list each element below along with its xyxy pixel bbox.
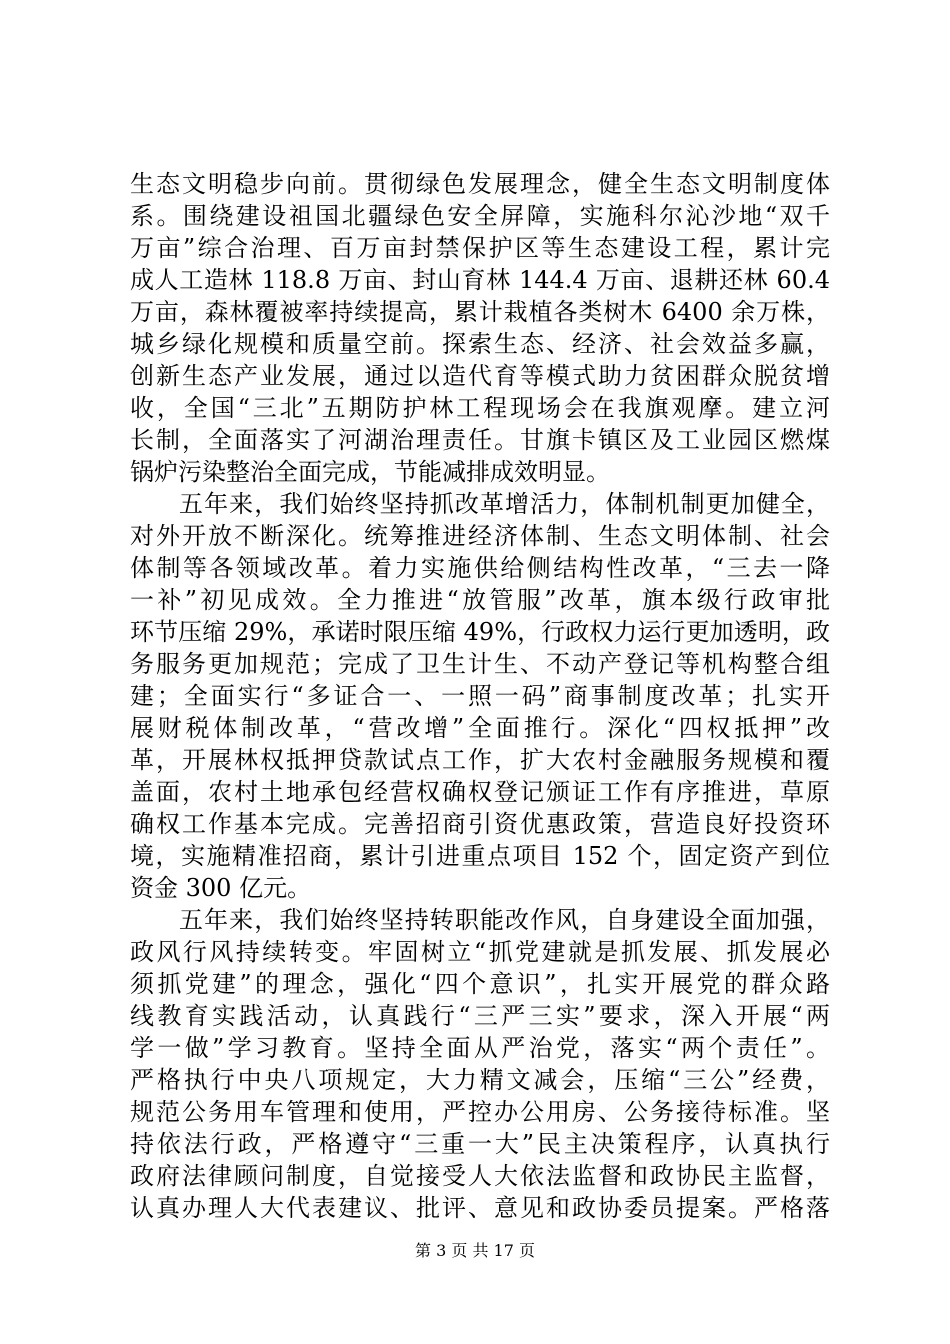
text-line: 革，开展林权抵押贷款试点工作，扩大农村金融服务规模和覆 <box>130 746 830 774</box>
text-line: 创新生态产业发展，通过以造代育等模式助力贫困群众脱贫增 <box>130 362 830 390</box>
document-body <box>130 168 830 1224</box>
text-line: 收，全国“三北”五期防护林工程现场会在我旗观摩。建立河 <box>130 394 830 422</box>
text-line: 盖面，农村土地承包经营权确权登记颁证工作有序推进，草原 <box>130 778 830 806</box>
text-line: 生态文明稳步向前。贯彻绿色发展理念，健全生态文明制度体 <box>130 170 830 198</box>
page-number: 第 3 页 共 17 页 <box>415 1241 535 1260</box>
text-line: 确权工作基本完成。完善招商引资优惠政策，营造良好投资环 <box>130 810 830 838</box>
text-line: 学一做”学习教育。坚持全面从严治党，落实“两个责任”。 <box>130 1034 830 1062</box>
text-line: 严格执行中央八项规定，大力精文减会，压缩“三公”经费， <box>130 1066 830 1094</box>
text-line: 建；全面实行“多证合一、一照一码”商事制度改革；扎实开 <box>130 682 830 710</box>
text-line: 政府法律顾问制度，自觉接受人大依法监督和政协民主监督， <box>130 1162 830 1190</box>
text-line: 务服务更加规范；完成了卫生计生、不动产登记等机构整合组 <box>130 650 830 678</box>
text-line: 持依法行政，严格遵守“三重一大”民主决策程序，认真执行 <box>130 1130 830 1158</box>
text-line: 须抓党建”的理念，强化“四个意识”，扎实开展党的群众路 <box>130 970 830 998</box>
text-line: 城乡绿化规模和质量空前。探索生态、经济、社会效益多赢， <box>130 330 830 358</box>
text-line: 万亩”综合治理、百万亩封禁保护区等生态建设工程，累计完 <box>130 234 830 262</box>
text-line: 体制等各领域改革。着力实施供给侧结构性改革，“三去一降 <box>130 554 830 582</box>
text-line: 成人工造林 118.8 万亩、封山育林 144.4 万亩、退耕还林 60.4 <box>130 266 830 294</box>
text-line: 五年来，我们始终坚持抓改革增活力，体制机制更加健全， <box>179 490 830 518</box>
text-line: 长制，全面落实了河湖治理责任。甘旗卡镇区及工业园区燃煤 <box>130 426 830 454</box>
page-footer <box>0 1240 950 1262</box>
paragraph-governance <box>130 904 830 1224</box>
paragraph-reform <box>130 488 830 904</box>
text-line: 系。围绕建设祖国北疆绿色安全屏障，实施科尔沁沙地“双千 <box>130 202 830 230</box>
paragraph-ecology <box>130 168 830 488</box>
text-line: 认真办理人大代表建议、批评、意见和政协委员提案。严格落 <box>130 1194 830 1222</box>
text-line: 展财税体制改革，“营改增”全面推行。深化“四权抵押”改 <box>130 714 830 742</box>
text-line: 环节压缩 29%，承诺时限压缩 49%，行政权力运行更加透明，政 <box>130 618 830 646</box>
text-line: 境，实施精准招商，累计引进重点项目 152 个，固定资产到位 <box>130 842 830 870</box>
text-line: 对外开放不断深化。统筹推进经济体制、生态文明体制、社会 <box>130 522 830 550</box>
text-line: 资金 300 亿元。 <box>130 874 312 902</box>
text-line: 万亩，森林覆被率持续提高，累计栽植各类树木 6400 余万株， <box>130 298 830 326</box>
text-line: 五年来，我们始终坚持转职能改作风，自身建设全面加强， <box>179 906 830 934</box>
text-line: 一补”初见成效。全力推进“放管服”改革，旗本级行政审批 <box>130 586 830 614</box>
text-line: 政风行风持续转变。牢固树立“抓党建就是抓发展、抓发展必 <box>130 938 830 966</box>
text-line: 线教育实践活动，认真践行“三严三实”要求，深入开展“两 <box>130 1002 830 1030</box>
text-line: 锅炉污染整治全面完成，节能减排成效明显。 <box>130 458 610 486</box>
text-line: 规范公务用车管理和使用，严控办公用房、公务接待标准。坚 <box>130 1098 830 1126</box>
